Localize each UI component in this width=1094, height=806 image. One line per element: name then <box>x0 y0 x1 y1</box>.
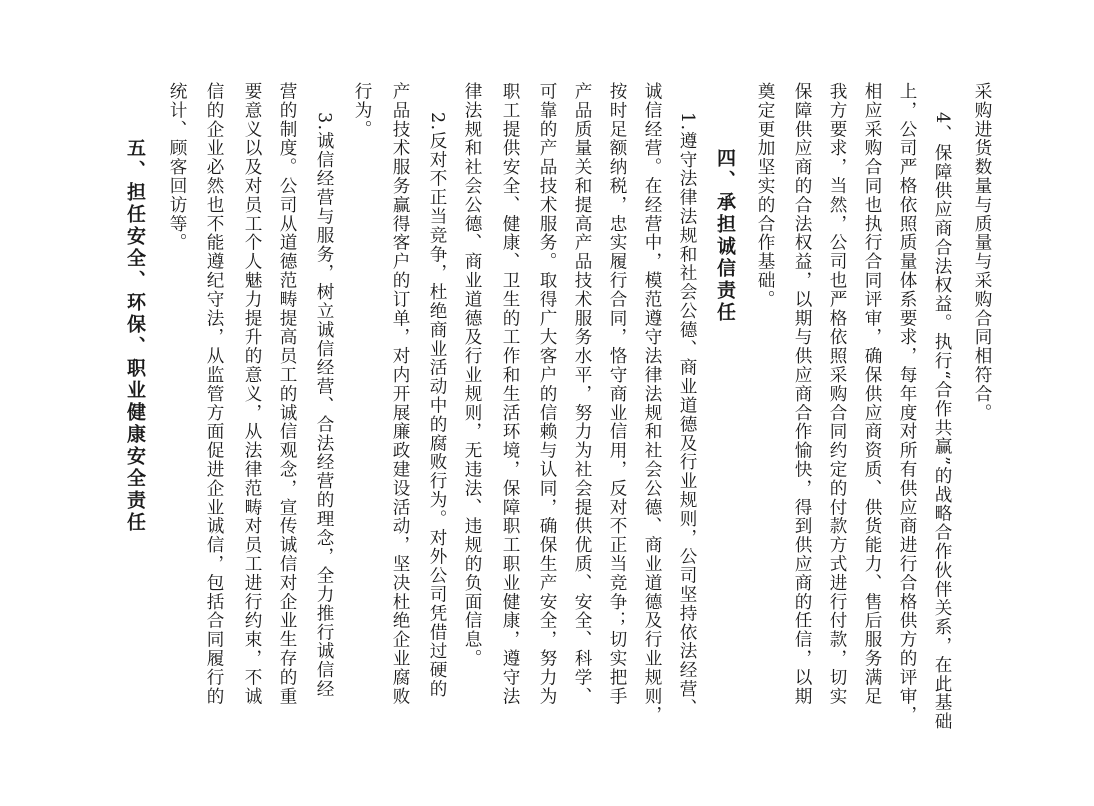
paragraph-first-line: 1.遵守法律法规和社会公德、商业道德及行业规则，公司坚持依法经营、 <box>677 112 697 718</box>
text-line: 按时足额纳税，忠实履行合同，恪守商业信用，反对不正当竞争；切实把手 <box>607 82 627 706</box>
paragraph-first-line: 2.反对不正当竞争，杜绝商业活动中的腐败行为。对外公司凭借过硬的 <box>427 112 447 699</box>
text-line: 产品技术服务赢得客户的订单，对内开展廉政建设活动，坚决杜绝企业腐败 <box>390 82 410 706</box>
text-line: 我方要求，当然，公司也严格依照采购合同约定的付款方式进行付款，切实 <box>827 82 847 706</box>
text-line: 奠定更加坚实的合作基础。 <box>755 82 775 309</box>
text-line: 保障供应商的合法权益，以期与供应商合作愉快，得到供应商的任信，以期 <box>792 82 812 706</box>
section-heading: 四、承担诚信责任 <box>714 148 736 324</box>
text-line: 职工提供安全、健康、卫生的工作和生活环境，保障职工职业健康，遵守法 <box>500 82 520 706</box>
text-line: 营的制度。公司从道德范畴提高员工的诚信观念，宣传诚信对企业生存的重 <box>277 82 297 706</box>
text-line: 上，公司严格依照质量体系要求，每年度对所有供应商进行合格供方的评审， <box>897 82 917 725</box>
text-line: 要意义以及对员工个人魅力提升的意义，从法律范畴对员工进行约束，不诚 <box>242 82 262 706</box>
text-line: 行为。 <box>352 82 372 139</box>
text-line: 可靠的产品技术服务。取得广大客户的信赖与认同，确保生产安全，努力为 <box>537 82 557 706</box>
paragraph-first-line: 4、保障供应商合法权益。执行“合作共赢”的战略合作伙伴关系，在此基础 <box>932 112 952 731</box>
text-line: 律法规和社会公德、商业道德及行业规则，无违法、违规的负面信息。 <box>462 82 482 668</box>
text-line: 产品质量关和提高产品技术服务水平，努力为社会提供优质、安全、科学、 <box>572 82 592 706</box>
paragraph-first-line: 3.诚信经营与服务，树立诚信经营、合法经营的理念，全力推行诚信经 <box>314 112 334 699</box>
text-line: 相应采购合同也执行合同评审，确保供应商资质、供货能力、售后服务满足 <box>862 82 882 706</box>
text-line: 采购进货数量与质量与采购合同相符合。 <box>972 82 992 423</box>
section-heading: 五、担任安全、环保、职业健康安全责任 <box>124 138 146 534</box>
text-line: 诚信经营。在经营中，模范遵守法律法规和社会公德、商业道德及行业规则， <box>642 82 662 725</box>
text-line: 信的企业必然也不能遵纪守法，从监管方面促进企业诚信，包括合同履行的 <box>204 82 224 706</box>
text-line: 统计、顾客回访等。 <box>167 82 187 253</box>
